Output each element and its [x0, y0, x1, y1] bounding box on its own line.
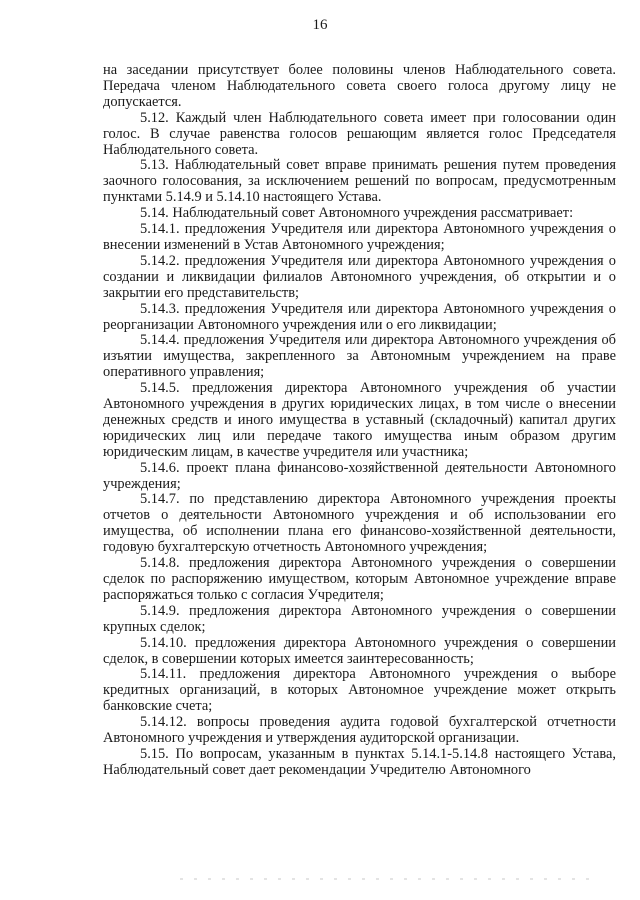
paragraph-5-13: 5.13. Наблюдательный совет вправе принимать решения путем проведения заочного голосования, за исключением решений по вопросам, предусмотренным пунктами 5.14.9 и 5.14.10 настоящего Устава. [103, 157, 616, 206]
paragraph-5-14-2: 5.14.2. предложения Учредителя или директора Автономного учреждения о создании и ликвидации филиалов Автономного учреждения, об открытии и о закрытии его представительств; [103, 252, 616, 301]
paragraph-5-15: 5.15. По вопросам, указанным в пунктах 5.14.1-5.14.8 настоящего Устава, Наблюдательный совет дает рекомендации Учредителю Автономного [103, 745, 616, 778]
paragraph-5-14-11: 5.14.11. предложения директора Автономного учреждения о выборе кредитных организаций, в которых Автономное учреждение может открыть банковские счета; [103, 666, 616, 715]
page-number: 16 [312, 17, 328, 33]
paragraph-5-14-6: 5.14.6. проект плана финансово-хозяйственной деятельности Автономного учреждения; [103, 459, 616, 492]
paragraph-5-14-7: 5.14.7. по представлению директора Автономного учреждения проекты отчетов о деятельности Автономного учреждения и об использовании его имущества, об исполнении плана его финансово-хозяйственной деятельности, годовую бухгалтерскую отчетность Автономного учреждения; [103, 491, 616, 556]
paragraph-5-12: 5.12. Каждый член Наблюдательного совета имеет при голосовании один голос. В случае равенства голосов решающим является голос Председателя Наблюдательного совета. [103, 109, 616, 158]
paragraph-5-14-5: 5.14.5. предложения директора Автономного учреждения об участии Автономного учреждения в других юридических лицах, в том числе о внесении денежных средств и иного имущества в уставный (складочный) капитал других юридических лиц или передаче такого имущества иным образом другим юридическим лицам, в качестве учредителя или участника; [103, 380, 616, 460]
paragraph-5-14-8: 5.14.8. предложения директора Автономного учреждения о совершении сделок по распоряжению имуществом, которым Автономное учреждение вправе распоряжаться только с согласия Учредителя; [103, 555, 616, 603]
paragraph-5-14-1: 5.14.1. предложения Учредителя или директора Автономного учреждения о внесении изменений в Устав Автономного учреждения; [103, 221, 616, 253]
paragraph-5-14-3: 5.14.3. предложения Учредителя или директора Автономного учреждения о реорганизации Автономного учреждения или о его ликвидации; [103, 300, 616, 333]
paragraph-continuation: на заседании присутствует более половины членов Наблюдательного совета. Передача членом Наблюдательного совета своего голоса другому лицу не допускается. [103, 62, 616, 110]
paragraph-5-14: 5.14. Наблюдательный совет Автономного учреждения рассматривает: [140, 205, 574, 222]
paragraph-5-14-10: 5.14.10. предложения директора Автономного учреждения о совершении сделок, в совершении которых имеется заинтересованность; [103, 634, 616, 667]
paragraph-5-14-9: 5.14.9. предложения директора Автономного учреждения о совершении крупных сделок; [103, 602, 616, 635]
paragraph-5-14-4: 5.14.4. предложения Учредителя или директора Автономного учреждения об изъятии имущества, закрепленного за Автономным учреждением на праве оперативного управления; [103, 332, 616, 381]
paragraph-5-14-12: 5.14.12. вопросы проведения аудита годовой бухгалтерской отчетности Автономного учреждения и утверждения аудиторской организации. [103, 714, 616, 747]
document-body [103, 63, 616, 779]
scan-noise [180, 878, 600, 880]
